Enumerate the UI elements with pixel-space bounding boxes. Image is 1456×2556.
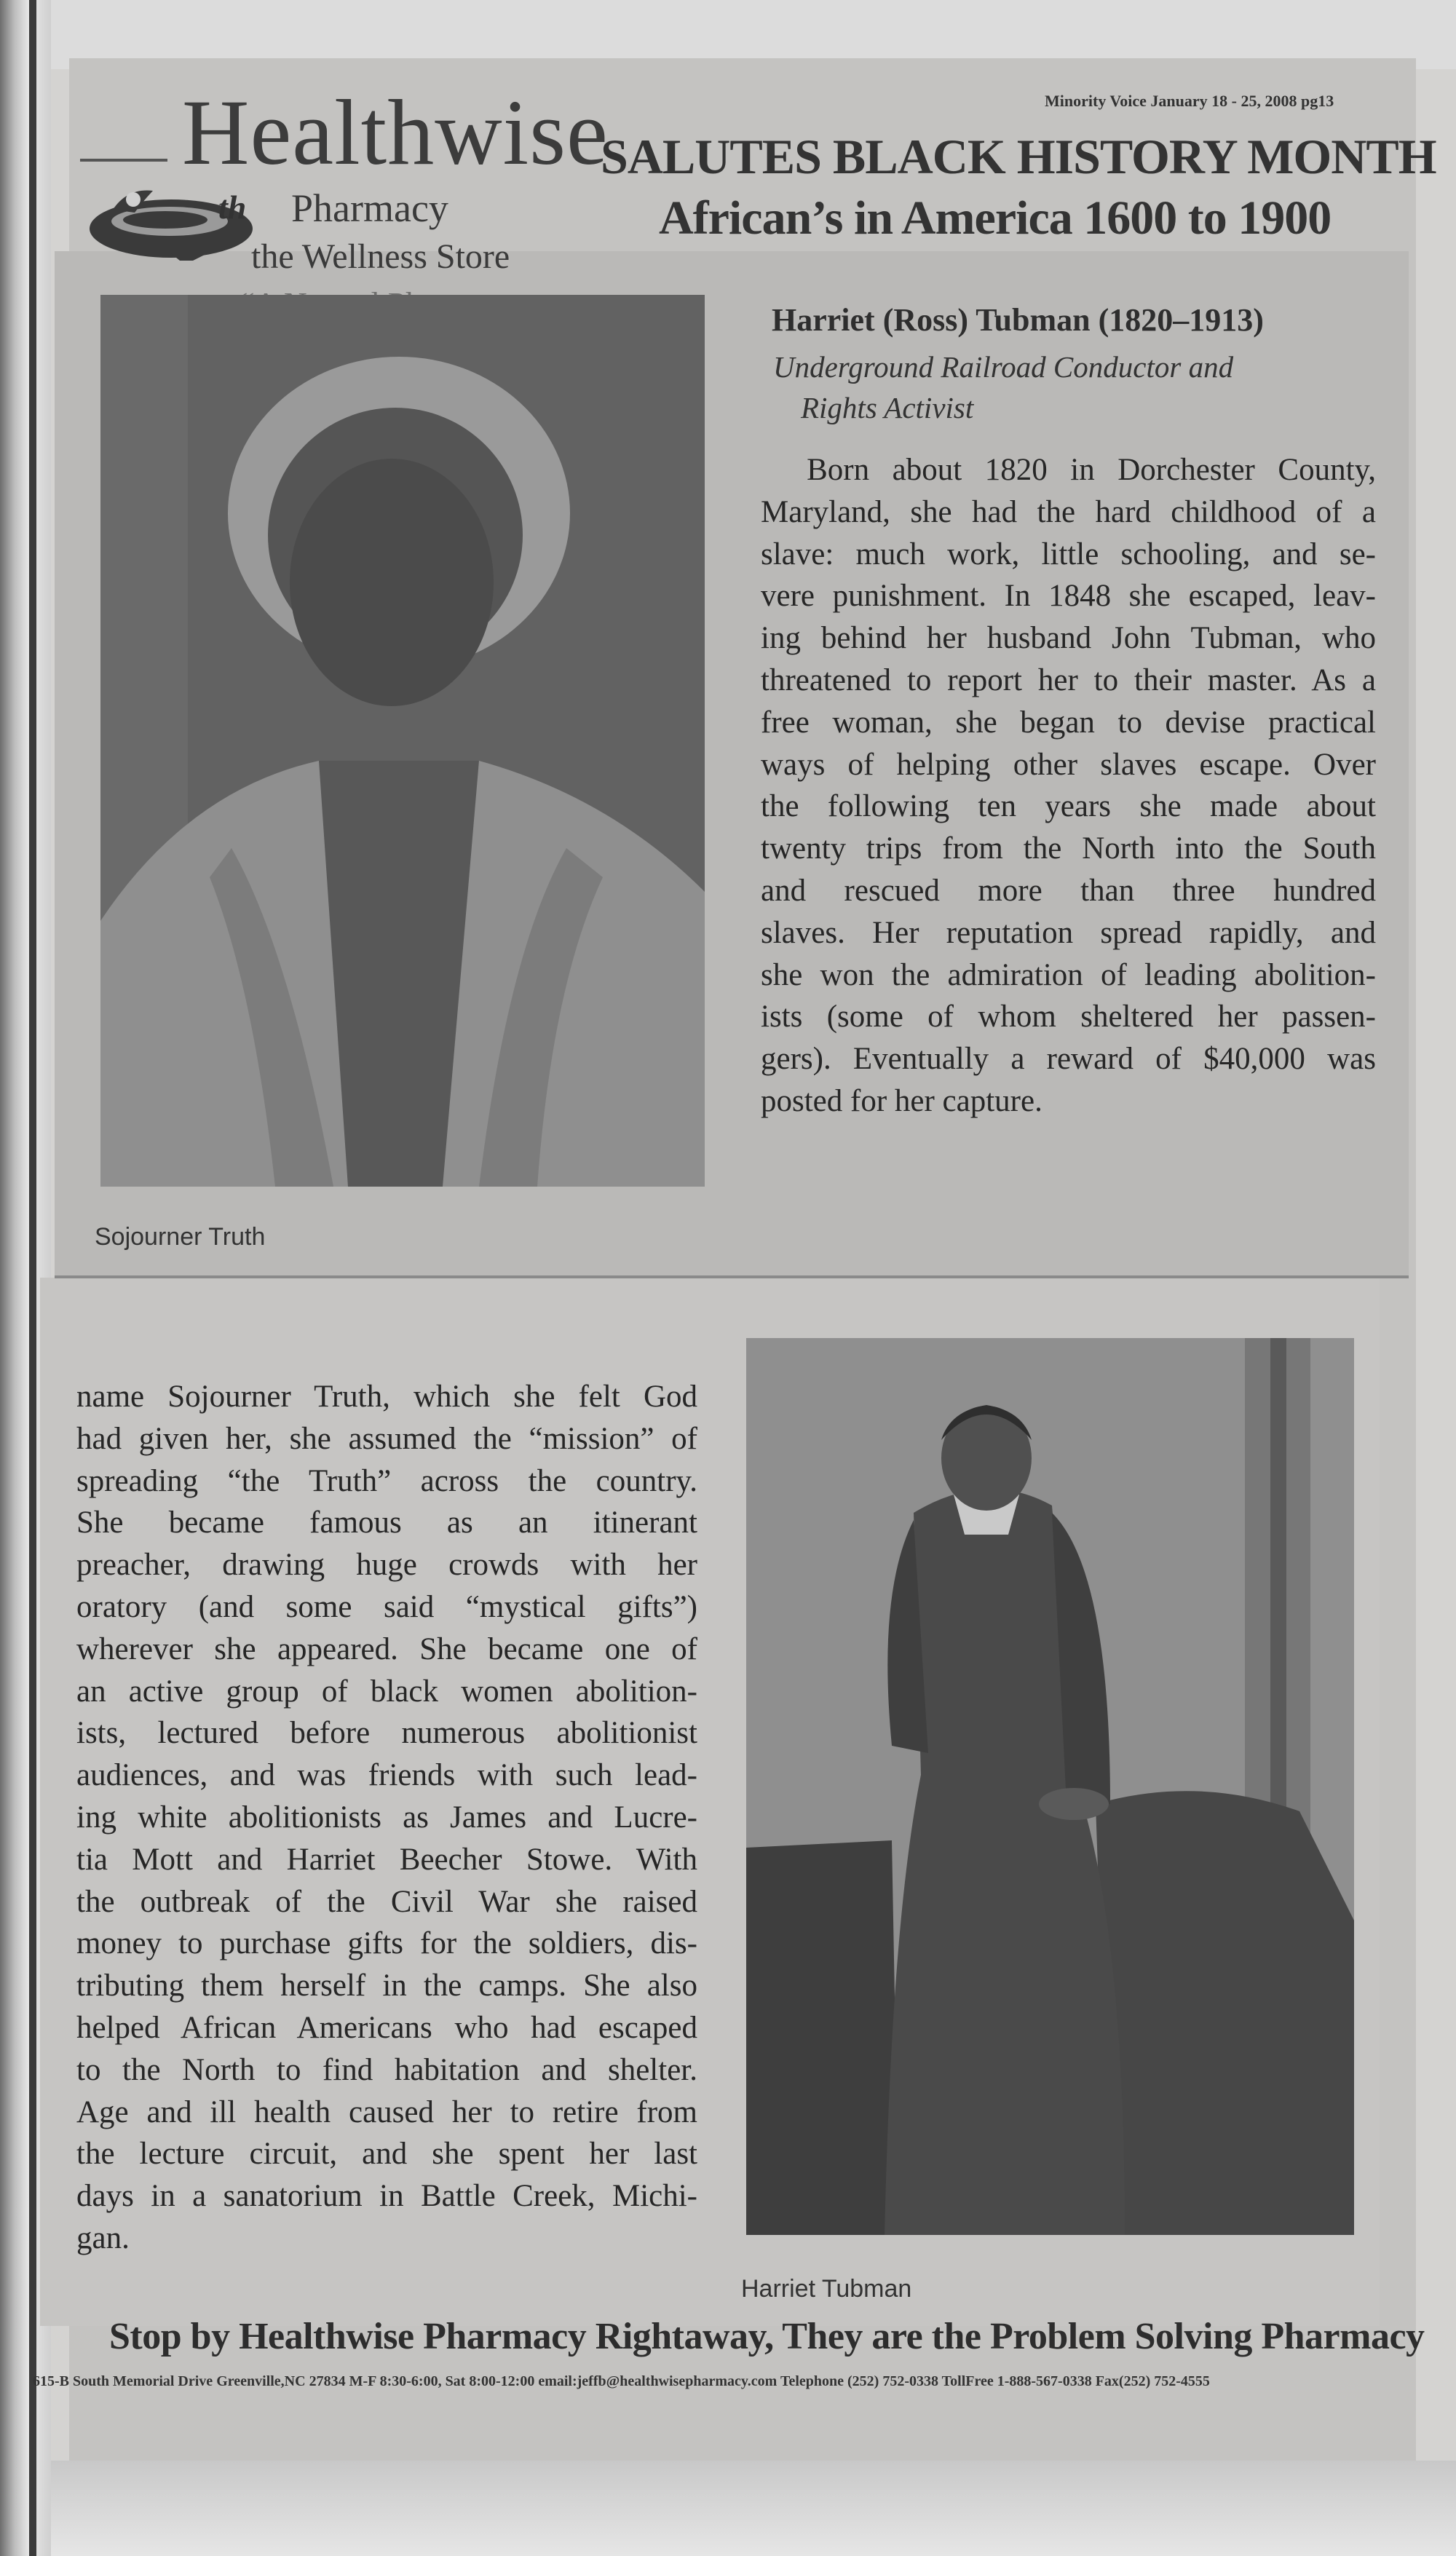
article-line: the outbreak of the Civil War she raised — [76, 1884, 697, 1919]
article-line: had given her, she assumed the “mission” of — [76, 1421, 697, 1456]
logo-tagline: the Wellness Store — [251, 237, 510, 276]
article-line: the lecture circuit, and she spent her last — [76, 2137, 697, 2172]
article-line: tributing them herself in the camps. She also — [76, 1969, 697, 2003]
harriet-heading: Harriet (Ross) Tubman (1820–1913) — [772, 302, 1264, 338]
article-line: gan. — [76, 2220, 130, 2255]
article-line: she won the admiration of leading abolition- — [761, 957, 1376, 992]
article-line: money to purchase gifts for the soldiers, dis- — [76, 1926, 697, 1961]
sojourner-truth-photo — [100, 295, 705, 1187]
scan-left-rule — [29, 0, 36, 2556]
article-line: wherever she appeared. She became one of — [76, 1631, 697, 1666]
article-line: preacher, drawing huge crowds with her — [76, 1548, 697, 1583]
article-line: days in a sanatorium in Battle Creek, Michi- — [76, 2179, 697, 2214]
article-line: and rescued more than three hundred — [761, 873, 1376, 908]
headline-subtitle: African’s in America 1600 to 1900 — [659, 191, 1332, 245]
article-line: She became famous as an itinerant — [76, 1505, 697, 1540]
article-line: free woman, she began to devise practical — [761, 705, 1376, 740]
sojourner-article-body — [76, 1376, 697, 2260]
article-line: audiences, and was friends with such lead- — [76, 1758, 697, 1793]
sojourner-caption: Sojourner Truth — [95, 1223, 266, 1251]
logo-badge: th — [218, 189, 247, 226]
article-line: Maryland, she had the hard childhood of a — [761, 494, 1376, 529]
logo-rule — [80, 159, 167, 162]
article-line: ing white abolitionists as James and Lucre- — [76, 1800, 697, 1835]
panel-divider — [55, 1275, 1409, 1278]
page-bottom-band — [51, 2461, 1456, 2556]
harriet-subtitle-line2: Rights Activist — [801, 391, 974, 424]
publication-line: Minority Voice January 18 - 25, 2008 pg13 — [1045, 92, 1334, 110]
article-line: the following ten years she made about — [761, 789, 1376, 824]
article-line: ists (some of whom sheltered her passen- — [761, 1000, 1376, 1034]
article-line: tia Mott and Harriet Beecher Stowe. With — [76, 1842, 697, 1877]
harriet-subtitle — [773, 347, 1377, 428]
article-line: slave: much work, little schooling, and se- — [761, 537, 1376, 571]
tubman-caption: Harriet Tubman — [741, 2275, 912, 2303]
article-line: name Sojourner Truth, which she felt God — [76, 1380, 697, 1414]
harriet-tubman-photo — [746, 1338, 1354, 2235]
article-line: spreading “the Truth” across the country. — [76, 1463, 697, 1498]
harriet-article-body — [761, 449, 1376, 1123]
article-line: threatened to report her to their master. As a — [761, 662, 1376, 697]
article-line: ing behind her husband John Tubman, who — [761, 621, 1376, 656]
article-line: Age and ill health caused her to retire from — [76, 2094, 697, 2129]
article-line: an active group of black women abolition- — [76, 1674, 697, 1709]
article-line: ists, lectured before numerous abolitionist — [76, 1716, 697, 1751]
footer-address: 615-B South Memorial Drive Greenville,NC 27834 M-F 8:30-6:00, Sat 8:00-12:00 email:jeffb@healthwisepharmacy.com Telephone (252) 752-0338 TollFree 1-888-567-0338 Fax(252) 752-4555 — [33, 2373, 1210, 2389]
article-line: Born about 1820 in Dorchester County, — [761, 453, 1376, 487]
article-line: ways of helping other slaves escape. Over — [761, 747, 1376, 782]
logo-pharmacy: Pharmacy — [291, 186, 448, 230]
article-line: twenty trips from the North into the South — [761, 831, 1376, 866]
article-line: to the North to find habitation and shelter. — [76, 2052, 697, 2087]
headline-title: SALUTES BLACK HISTORY MONTH — [601, 129, 1436, 184]
article-line: oratory (and some said “mystical gifts”) — [76, 1589, 697, 1624]
article-line: vere punishment. In 1848 she escaped, leav- — [761, 579, 1376, 614]
footer-slogan: Stop by Healthwise Pharmacy Rightaway, They are the Problem Solving Pharmacy — [109, 2316, 1425, 2357]
article-line: slaves. Her reputation spread rapidly, and — [761, 915, 1376, 950]
article-line: helped African Americans who had escaped — [76, 2010, 697, 2045]
article-line: gers). Eventually a reward of $40,000 was — [761, 1042, 1376, 1077]
harriet-subtitle-line1: Underground Railroad Conductor and — [773, 350, 1234, 384]
logo-title: Healthwise — [182, 81, 609, 184]
article-line: posted for her capture. — [761, 1083, 1042, 1118]
